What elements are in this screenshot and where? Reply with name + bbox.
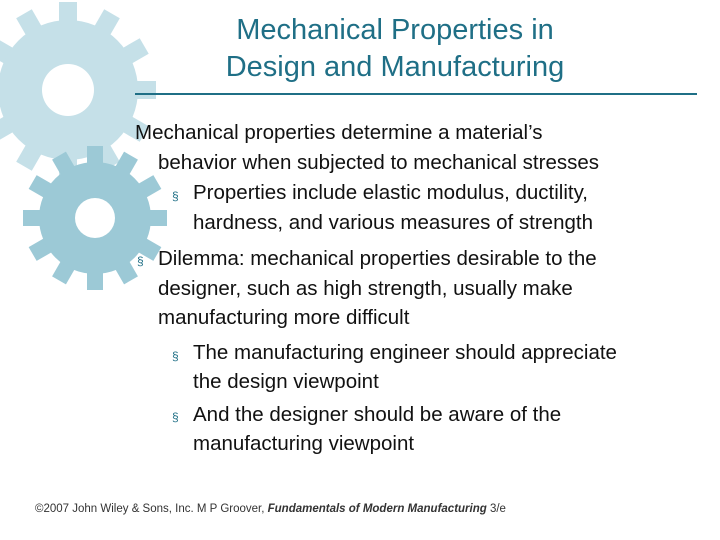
bullet-icon: § (172, 410, 179, 424)
body-line: designer, such as high strength, usually make (158, 277, 573, 300)
slide-footer (35, 503, 506, 515)
bullet-icon: § (172, 349, 179, 363)
body-line: And the designer should be aware of the (193, 403, 562, 426)
bullet-icon: § (137, 254, 144, 268)
body-line: The manufacturing engineer should appreciate (193, 341, 617, 364)
body-line: the design viewpoint (193, 370, 379, 393)
title-line-1: Mechanical Properties in (236, 14, 554, 46)
body-line: Dilemma: mechanical properties desirable to the (158, 247, 597, 270)
body-line: manufacturing viewpoint (193, 432, 415, 455)
body-line: hardness, and various measures of strength (193, 211, 593, 234)
body-line: manufacturing more difficult (158, 306, 410, 329)
body-line: Properties include elastic modulus, ductility, (193, 181, 588, 204)
title-line-2: Design and Manufacturing (225, 51, 565, 83)
footer-book-title: Fundamentals of Modern Manufacturing (267, 503, 487, 515)
body-line: Mechanical properties determine a material’s (135, 121, 543, 144)
footer-copyright: ©2007 John Wiley & Sons, Inc. M P Groover, (35, 503, 268, 515)
body-line: behavior when subjected to mechanical stresses (158, 151, 599, 174)
bullet-icon: § (172, 189, 179, 203)
footer-edition: 3/e (486, 503, 506, 515)
